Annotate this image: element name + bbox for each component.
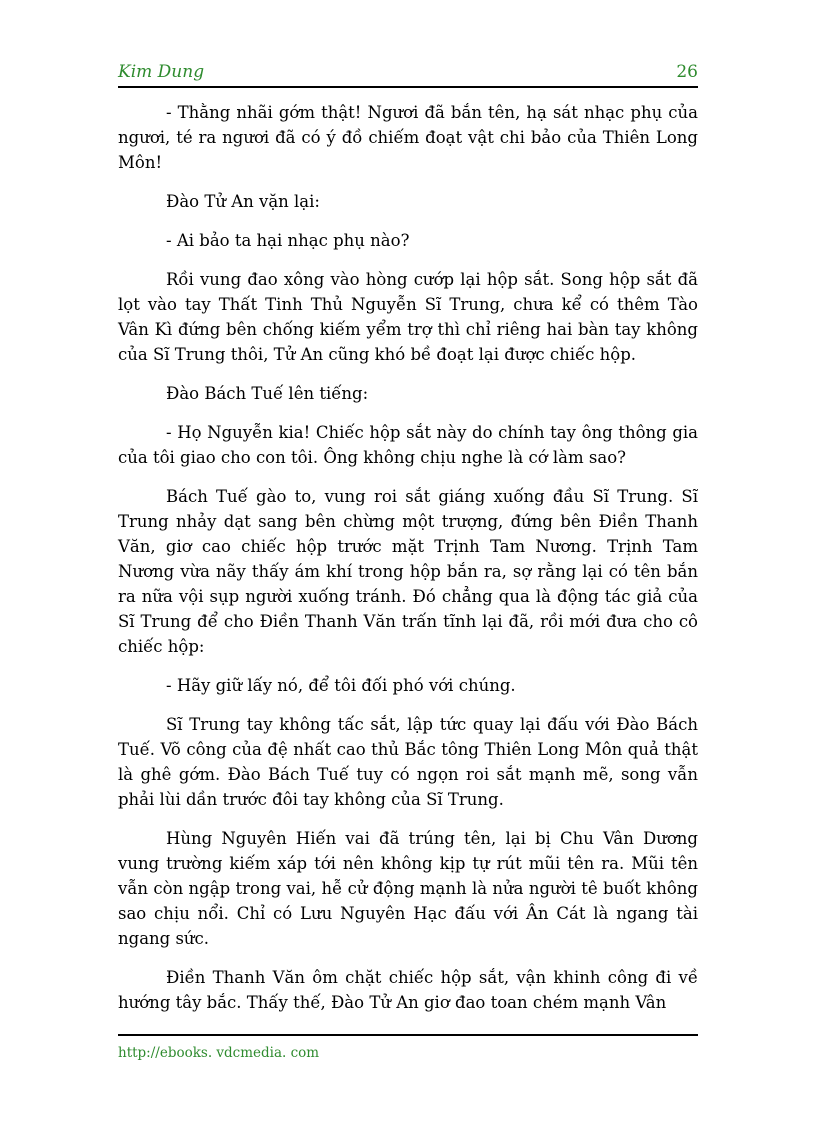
story-text <box>118 100 698 1029</box>
paragraph: Điền Thanh Văn ôm chặt chiếc hộp sắt, vận khinh công đi về hướng tây bắc. Thấy thế, Đào Tử An giơ đao toan chém mạnh Vân <box>118 968 698 1012</box>
paragraph: - Ai bảo ta hại nhạc phụ nào? <box>166 231 410 250</box>
page-number: 26 <box>676 62 698 82</box>
paragraph: - Hãy giữ lấy nó, để tôi đối phó với chúng. <box>166 676 516 695</box>
paragraph: Hùng Nguyên Hiến vai đã trúng tên, lại bị Chu Vân Dương vung trường kiếm xáp tới nên không kịp tự rút mũi tên ra. Mũi tên vẫn còn ngập trong vai, hễ cử động mạnh là nửa người tê buốt không sao chịu nổi. Chỉ có Lưu Nguyên Hạc đấu với Ân Cát là ngang tài ngang sức. <box>118 829 698 948</box>
page-header <box>118 62 698 88</box>
paragraph: - Thằng nhãi gớm thật! Ngươi đã bắn tên, hạ sát nhạc phụ của ngươi, té ra ngươi đã có ý đồ chiếm đoạt vật chi bảo của Thiên Long Môn! <box>118 103 698 172</box>
paragraph: Sĩ Trung tay không tấc sắt, lập tức quay lại đấu với Đào Bách Tuế. Võ công của đệ nhất cao thủ Bắc tông Thiên Long Môn quả thật là ghê gớm. Đào Bách Tuế tuy có ngọn roi sắt mạnh mẽ, song vẫn phải lùi dần trước đôi tay không của Sĩ Trung. <box>118 715 698 809</box>
footer-divider <box>118 1034 698 1036</box>
footer-url-link[interactable]: http://ebooks. vdcmedia. com <box>118 1045 320 1061</box>
paragraph: Rồi vung đao xông vào hòng cướp lại hộp sắt. Song hộp sắt đã lọt vào tay Thất Tinh Thủ Nguyễn Sĩ Trung, chưa kể có thêm Tào Vân Kì đứng bên chống kiếm yểm trợ thì chỉ riêng hai bàn tay không của Sĩ Trung thôi, Tử An cũng khó bề đoạt lại được chiếc hộp. <box>118 270 698 364</box>
paragraph: Bách Tuế gào to, vung roi sắt giáng xuống đầu Sĩ Trung. Sĩ Trung nhảy dạt sang bên chừng một trượng, đứng bên Điền Thanh Văn, giơ cao chiếc hộp trước mặt Trịnh Tam Nương. Trịnh Tam Nương vừa nãy thấy ám khí trong hộp bắn ra, sợ rằng lại có tên bắn ra nữa vội sụp người xuống tránh. Đó chẳng qua là động tác giả của Sĩ Trung để cho Điền Thanh Văn trấn tĩnh lại đã, rồi mới đưa cho cô chiếc hộp: <box>118 487 698 656</box>
paragraph: Đào Tử An vặn lại: <box>166 192 320 211</box>
book-author-title: Kim Dung <box>118 62 205 82</box>
paragraph: - Họ Nguyễn kia! Chiếc hộp sắt này do chính tay ông thông gia của tôi giao cho con tôi. Ông không chịu nghe là cớ làm sao? <box>118 423 698 467</box>
paragraph: Đào Bách Tuế lên tiếng: <box>166 384 369 403</box>
